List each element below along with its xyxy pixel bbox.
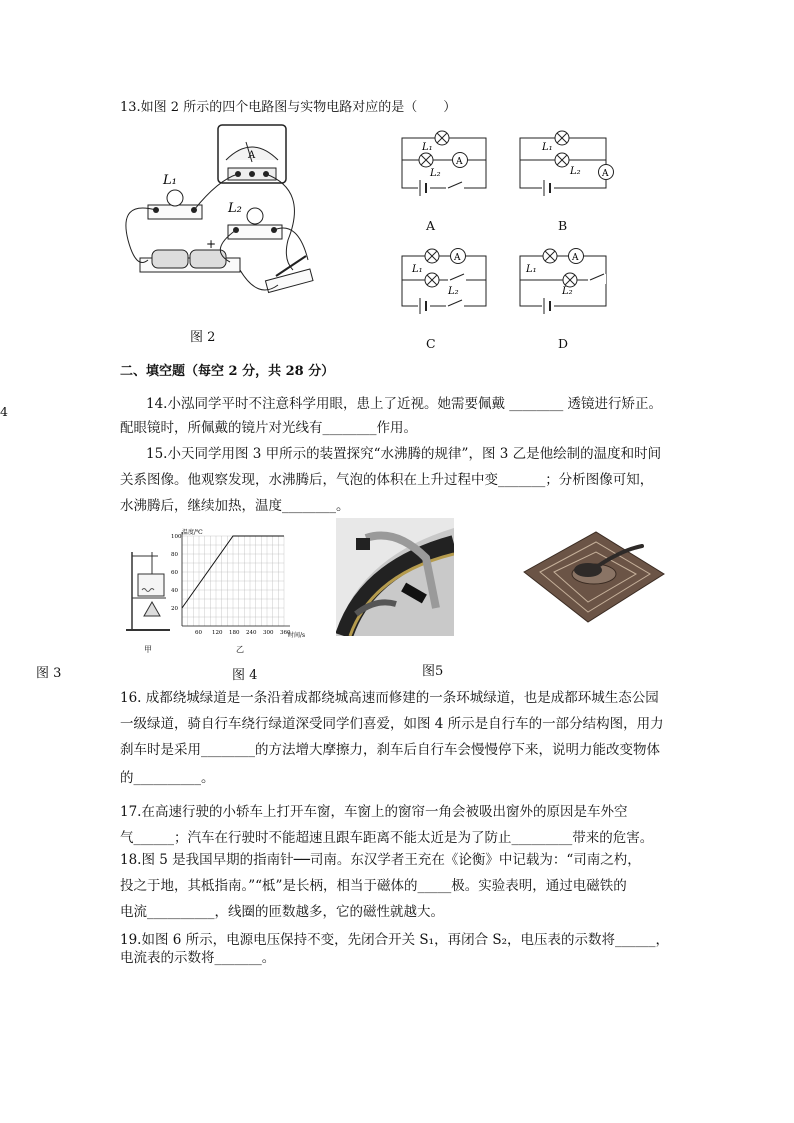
- circuit-A: [402, 131, 486, 196]
- circuit-D: [520, 249, 606, 315]
- x-tick-label: 60: [195, 630, 202, 636]
- section-heading: 二、填空题（每空 2 分，共 28 分）: [120, 364, 335, 379]
- y-axis-label: 温度/℃: [182, 529, 203, 536]
- y-tick-label: 20: [171, 606, 178, 612]
- q15-line2: 关系图像。他观察发现，水沸腾后，气泡的体积在上升过程中变_______；分析图像可知，: [120, 472, 654, 488]
- svg-text:L₂: L₂: [448, 286, 459, 297]
- y-tick-label: 80: [171, 552, 178, 558]
- svg-text:L₁: L₁: [412, 264, 423, 275]
- q13-stem: 13.如图 2 所示的四个电路图与实物电路对应的是（ ）: [120, 100, 457, 115]
- svg-text:A: A: [602, 169, 609, 179]
- x-axis-label: 时间/s: [288, 632, 306, 639]
- svg-text:A: A: [572, 253, 579, 263]
- figure-5-sinan-compass: [504, 524, 670, 624]
- q14-line1: 14.小泓同学平时不注意科学用眼，患上了近视。她需要佩戴 ________ 透镜进行矫正。: [146, 396, 663, 412]
- x-tick-label: 120: [212, 630, 223, 636]
- figure-5-caption: 图5: [422, 664, 444, 679]
- option-C-label: C: [426, 336, 436, 351]
- svg-text:L₂: L₂: [430, 168, 441, 179]
- q16-line1: 16. 成都绕城绿道是一条沿着成都绕城高速而修建的一条环城绿道，也是成都环城生态公园: [120, 690, 659, 706]
- L1-label: L₁: [163, 173, 177, 188]
- svg-text:L₁: L₁: [422, 142, 433, 153]
- q14-line2: 配眼镜时，所佩戴的镜片对光线有________作用。: [120, 420, 417, 436]
- circuit-C: [402, 249, 486, 315]
- figure-3-caption: 图 3: [36, 666, 62, 681]
- label-jia: 甲: [144, 645, 152, 654]
- q15-line1: 15.小天同学用图 3 甲所示的装置探究“水沸腾的规律”，图 3 乙是他绘制的温度和时间: [146, 446, 662, 462]
- y-tick-label: 60: [171, 570, 178, 576]
- svg-text:L₂: L₂: [562, 286, 573, 297]
- option-B-label: B: [558, 218, 568, 233]
- figure-3-apparatus: [124, 546, 174, 632]
- svg-text:L₁: L₁: [526, 264, 537, 275]
- q17-line1: 17.在高速行驶的小轿车上打开车窗，车窗上的窗帘一角会被吸出窗外的原因是车外空: [120, 804, 628, 820]
- svg-text:A: A: [454, 253, 461, 263]
- q16-line2: 一级绿道，骑自行车绕行绿道深受同学们喜爱，如图 4 所示是自行车的一部分结构图，用力: [120, 716, 664, 732]
- figure-4-brake-photo: [336, 518, 454, 636]
- x-tick-label: 300: [263, 630, 274, 636]
- q16-line4: 的__________。: [120, 770, 215, 786]
- temperature-time-chart: [168, 526, 318, 646]
- circuit-B: [520, 131, 614, 196]
- q19-line1: 19.如图 6 所示，电源电压保持不变，先闭合开关 S₁，再闭合 S₂，电压表的示数将______，: [120, 932, 670, 948]
- q17-line2: 气______；汽车在行驶时不能超速且跟车距离不能太近是为了防止_________带来的危害。: [120, 830, 654, 846]
- q15-line3: 水沸腾后，继续加热，温度________。: [120, 498, 350, 514]
- figure-2-caption: 图 2: [190, 330, 216, 345]
- q18-line2: 投之于地，其柢指南。”“柢”是长柄，相当于磁体的_____极。实验表明，通过电磁铁的: [120, 878, 627, 894]
- y-tick-label: 40: [171, 588, 178, 594]
- figure-2-physical-circuit: [118, 120, 318, 310]
- option-D-label: D: [558, 336, 569, 351]
- L2-label: L₂: [228, 201, 242, 216]
- figure-4-caption: 图 4: [232, 668, 258, 683]
- q18-line3: 电流__________，线圈的匝数越多，它的磁性就越大。: [120, 904, 444, 920]
- option-A-label: A: [426, 218, 436, 233]
- x-tick-label: 240: [246, 630, 257, 636]
- q16-line3: 刹车时是采用________的方法增大摩擦力，刹车后自行车会慢慢停下来，说明力能改变物体: [120, 742, 660, 758]
- svg-text:L₂: L₂: [570, 166, 581, 177]
- q19-line2: 电流表的示数将_______。: [120, 950, 276, 966]
- svg-text:A: A: [456, 157, 463, 167]
- ammeter-label: A: [248, 150, 256, 161]
- plus-sign: +: [206, 237, 217, 251]
- label-yi: 乙: [236, 645, 244, 654]
- margin-mark: 4: [0, 404, 8, 419]
- x-tick-label: 360: [280, 630, 291, 636]
- svg-text:L₁: L₁: [542, 142, 553, 153]
- x-tick-label: 180: [229, 630, 240, 636]
- q18-line1: 18.图 5 是我国早期的指南针──司南。东汉学者王充在《论衡》中记载为：“司南之杓，: [120, 852, 641, 868]
- y-tick-label: 100: [171, 534, 182, 540]
